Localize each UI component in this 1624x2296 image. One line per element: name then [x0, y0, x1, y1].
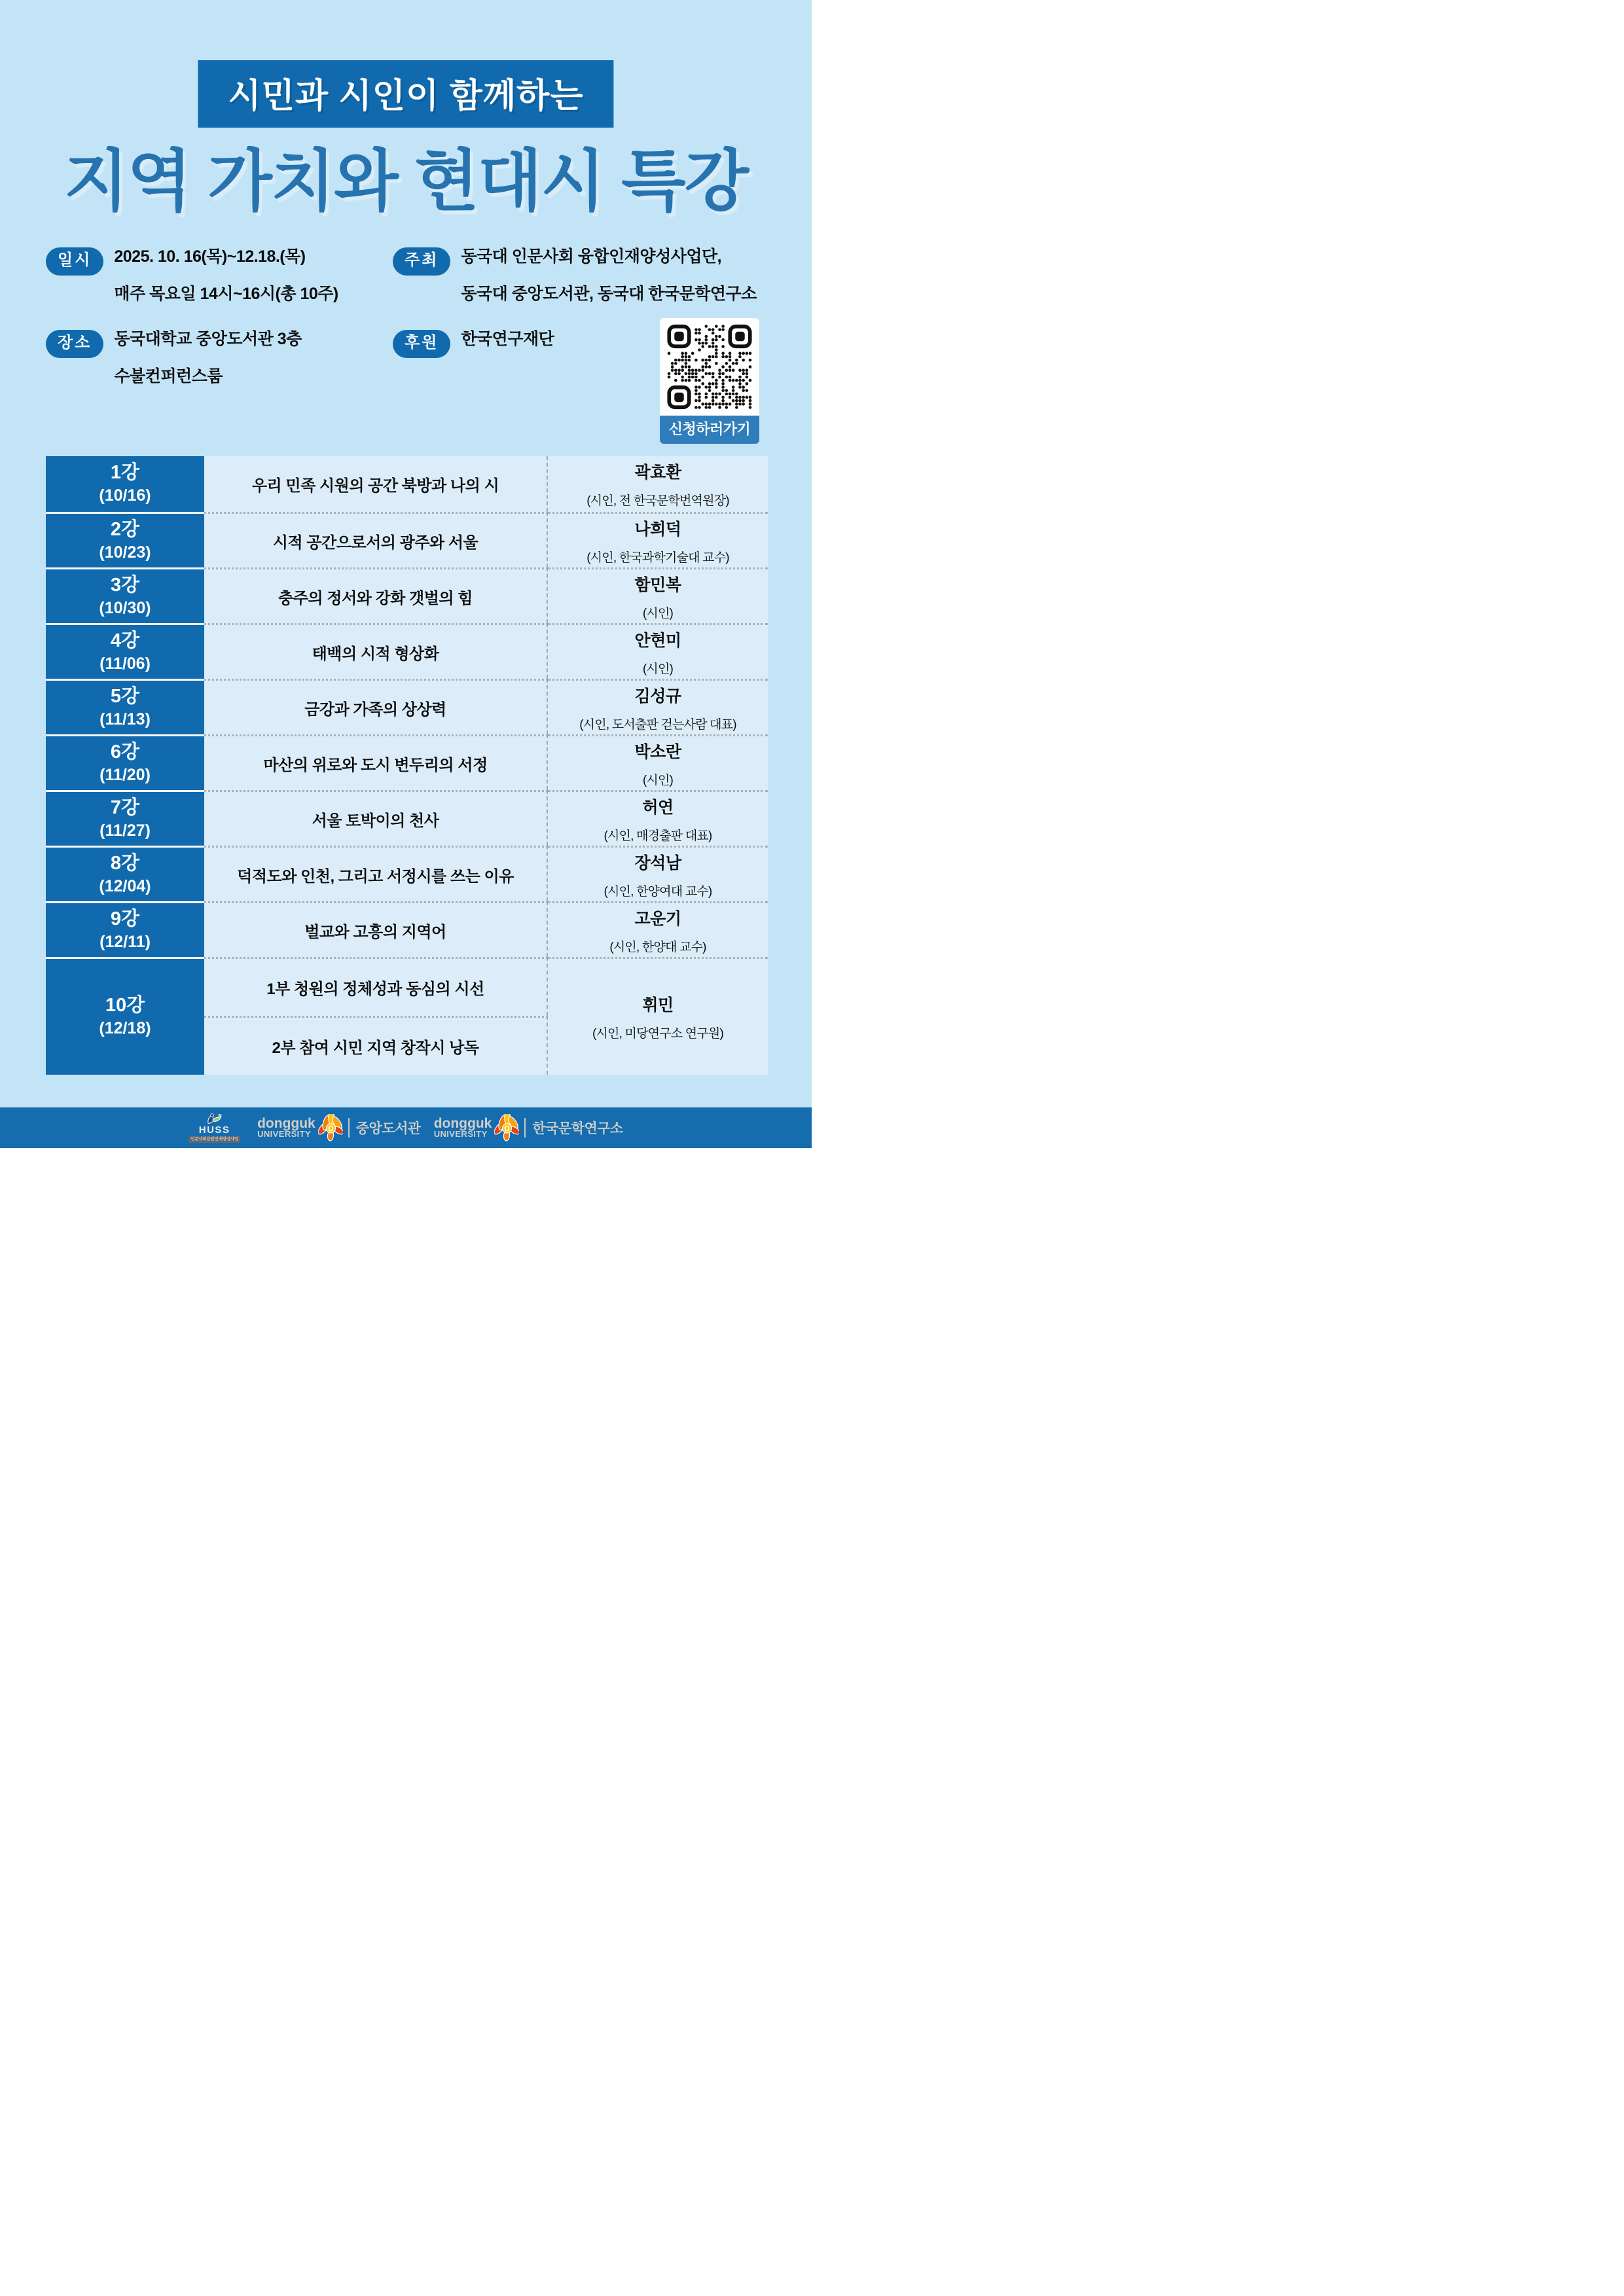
topic-cell-part2: 2부 참여 시민 지역 창작시 낭독 [204, 1016, 548, 1075]
topic-cell-part1: 1부 청원의 정체성과 동심의 시선 [204, 957, 548, 1016]
session-cell: 7강 (11/27) [46, 790, 204, 846]
dongguk-emblem-icon [318, 1114, 343, 1141]
huss-logo: HUSS 인문사회융합인재양성사업 [189, 1113, 240, 1143]
speaker-cell: 허연 (시인, 매경출판 대표) [548, 790, 768, 846]
venue-badge: 장소 [46, 330, 103, 358]
venue-line2: 수불컨퍼런스룸 [114, 367, 223, 386]
topic-cell: 벌교와 고흥의 지역어 [204, 901, 548, 957]
top-banner: 시민과 시인이 함께하는 [198, 60, 613, 128]
speaker-cell: 함민복 (시인) [548, 567, 768, 623]
speaker-cell: 나희덕 (시인, 한국과학기술대 교수) [548, 512, 768, 567]
session-cell: 9강 (12/11) [46, 901, 204, 957]
info-venue [46, 329, 302, 386]
session-cell: 2강 (10/23) [46, 512, 204, 567]
session-cell: 5강 (11/13) [46, 679, 204, 734]
speaker-cell: 휘민 (시인, 미당연구소 연구원) [548, 957, 768, 1075]
logo-divider [348, 1118, 350, 1138]
topic-cell: 태백의 시적 형상화 [204, 623, 548, 679]
host-badge: 주최 [393, 247, 450, 276]
session-cell: 10강 (12/18) [46, 957, 204, 1075]
page-title: 지역 가치와 현대시 특강 [63, 144, 748, 219]
session-cell: 6강 (11/20) [46, 734, 204, 790]
topic-cell: 서울 토박이의 천사 [204, 790, 548, 846]
session-cell: 3강 (10/30) [46, 567, 204, 623]
datetime-line1: 2025. 10. 16(목)~12.18.(목) [114, 247, 306, 266]
speaker-cell: 곽효환 (시인, 전 한국문학번역원장) [548, 456, 768, 512]
topic-cell: 덕적도와 인천, 그리고 서정시를 쓰는 이유 [204, 846, 548, 901]
qr-label: 신청하러가기 [660, 416, 759, 444]
datetime-badge: 일시 [46, 247, 103, 276]
info-datetime [46, 247, 338, 304]
host-line1: 동국대 인문사회 융합인재양성사업단, [461, 247, 722, 266]
speaker-cell: 고운기 (시인, 한양대 교수) [548, 901, 768, 957]
topic-cell: 시적 공간으로서의 광주와 서울 [204, 512, 548, 567]
apply-qr-widget[interactable] [660, 318, 759, 444]
topic-cell: 우리 민족 시원의 공간 북방과 나의 시 [204, 456, 548, 512]
huss-icon [206, 1113, 223, 1124]
qr-code [660, 318, 759, 416]
topic-cell: 마산의 위로와 도시 변두리의 서정 [204, 734, 548, 790]
topic-cell: 금강과 가족의 상상력 [204, 679, 548, 734]
datetime-line2: 매주 목요일 14시~16시(총 10주) [114, 285, 338, 303]
speaker-cell: 박소란 (시인) [548, 734, 768, 790]
library-label: 중앙도서관 [355, 1121, 421, 1136]
dongguk-library-logo: dongguk UNIVERSITY D 중앙도서관 [257, 1114, 421, 1141]
institute-label: 한국문학연구소 [532, 1121, 623, 1136]
dongguk-institute-logo: dongguk UNIVERSITY D 한국문학연구소 [434, 1114, 623, 1141]
footer [0, 1107, 812, 1148]
session-cell: 8강 (12/04) [46, 846, 204, 901]
logo-divider [524, 1118, 526, 1138]
info-host [393, 247, 757, 304]
sponsor-badge: 후원 [393, 330, 450, 358]
host-line2: 동국대 중앙도서관, 동국대 한국문학연구소 [461, 285, 757, 303]
speaker-cell: 안현미 (시인) [548, 623, 768, 679]
venue-line1: 동국대학교 중앙도서관 3층 [114, 330, 302, 348]
sponsor-line1: 한국연구재단 [461, 330, 554, 348]
schedule-table [46, 456, 768, 1075]
svg-text:D: D [504, 1124, 511, 1134]
speaker-cell: 장석남 (시인, 한양여대 교수) [548, 846, 768, 901]
dongguk-emblem-icon [494, 1114, 519, 1141]
session-cell: 1강 (10/16) [46, 456, 204, 512]
session-cell: 4강 (11/06) [46, 623, 204, 679]
svg-text:D: D [327, 1124, 334, 1134]
info-sponsor [393, 329, 554, 358]
topic-cell: 충주의 정서와 강화 갯벌의 힘 [204, 567, 548, 623]
speaker-cell: 김성규 (시인, 도서출판 걷는사람 대표) [548, 679, 768, 734]
poster [0, 0, 812, 1148]
